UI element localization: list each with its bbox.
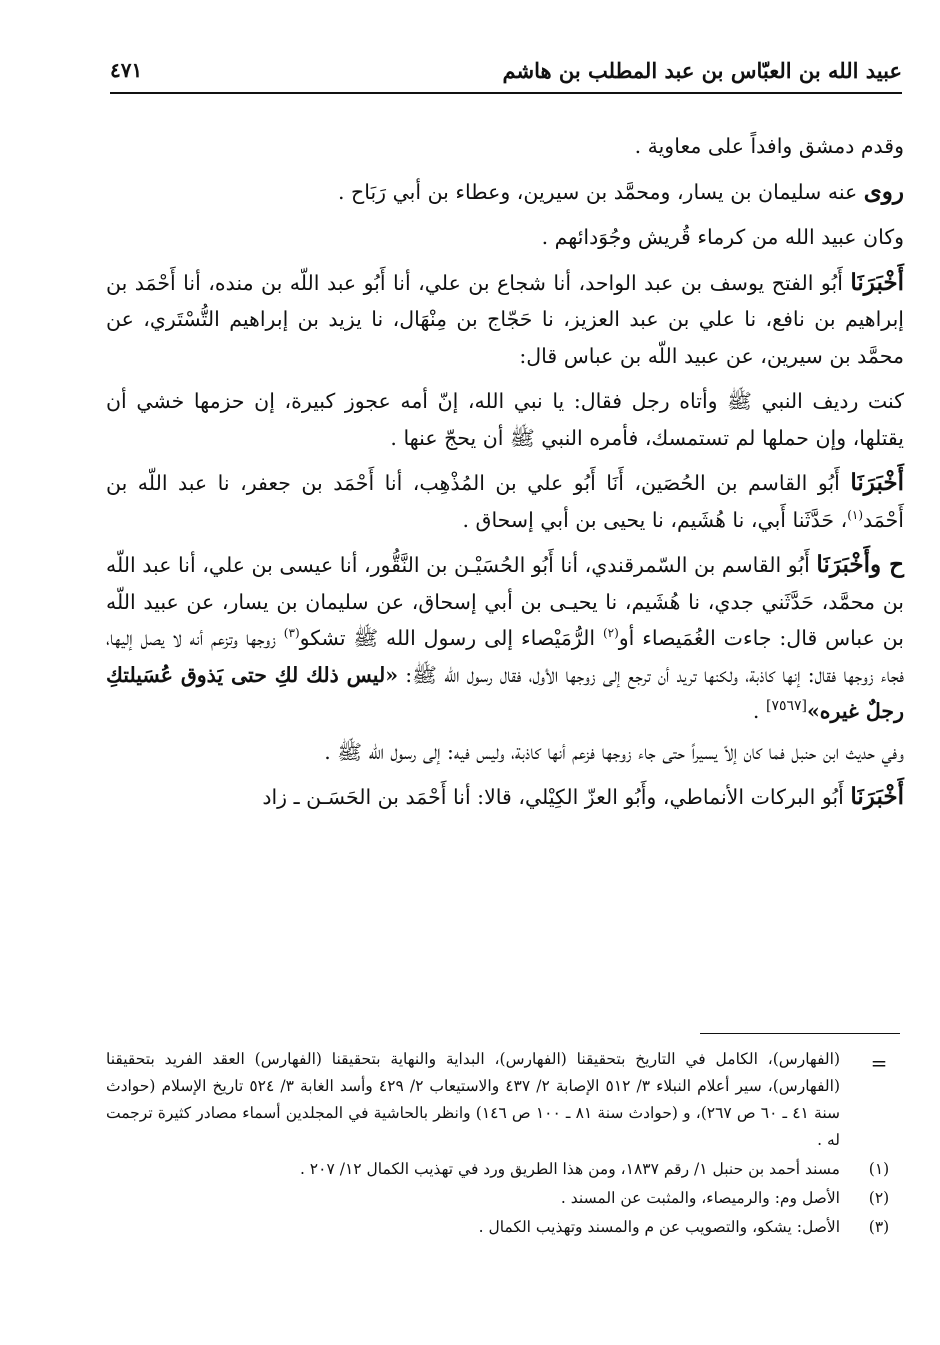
paragraph-text: وكان عبيد الله من كرماء قُريش وجُوَدائهم . <box>541 225 904 249</box>
paragraph-1 <box>106 128 904 165</box>
footnote-text: الأصل: يشكو، والتصويب عن م والمسند وتهذيب الكمال . <box>478 1218 840 1236</box>
running-head: عبيد الله بن العبّاس بن عبد المطلب بن هاشم <box>502 58 902 83</box>
footnote-ref-1: (١) <box>847 507 864 522</box>
paragraph-text: ، حَدَّثَنا أَبي، نا هُشَيم، نا يحيى بن أبي إسحاق . <box>462 507 848 532</box>
paragraph-text: أَبُو القاسم بن السّمرقندي، أنا أَبُو الحُسَيْـن بن النَّقُّور، أنا عيسى بن علي، أنا عبد اللّه بن محمَّد، حَدَّثَني جدي، نا هُشَيم، نا يحيـى بن أبي إسحاق، عن سليمان بن يسار، عن عبيد اللّه بن عباس قال: جاءت الغُمَيصاء أو <box>106 553 904 650</box>
hadith-number: [٧٥٦٧] <box>765 698 807 715</box>
hadith-quote: «ليس ذلك لكِ حتى يَذوق عُسَيلتكِ رجلٌ غيره» <box>106 662 904 723</box>
paragraph-text: أَبُو البركات الأنماطي، وأَبُو العزّ الكِيْلي، قالا: أنا أَحْمَد بن الحَسَـن ـ زاد <box>262 785 851 809</box>
footnote-mark: (٢) <box>868 1189 890 1207</box>
footnote-mark: = <box>870 1051 888 1075</box>
paragraph-9 <box>106 779 904 816</box>
footnotes <box>106 1046 904 1241</box>
paragraph-8 <box>106 734 904 771</box>
footnote-text: مسند أحمد بن حنبل ١/ رقم ١٨٣٧، ومن هذا الطريق ورد في تهذيب الكمال ١٢/ ٢٠٧ . <box>299 1160 840 1178</box>
paragraph-text: وقدم دمشق وافداً على معاوية . <box>634 134 904 158</box>
paragraph-text: أَبُو الفتح يوسف بن عبد الواحد، أنا شجاع بن علي، أنا أَبُو عبد اللّه بن منده، أنا أَحْمَد بن إبراهيم بن نافع، نا علي بن عبد العزيز، نا حَجّاج بن مِنْهَال، نا يزيد بن إبراهيم التُّسْتَري، عن محمَّد بن سيرين، عن عبيد اللّه بن عباس قال: <box>106 270 904 368</box>
footnote-mark: (١) <box>868 1160 890 1178</box>
paragraph-lead: روى <box>863 177 904 205</box>
paragraph-text: عنه سليمان بن يسار، ومحمَّد بن سيرين، وعطاء بن أبي رَبَاح . <box>337 179 864 204</box>
page-header <box>110 52 902 94</box>
footnote-ref-2: (٢) <box>602 626 619 641</box>
footnote-3 <box>106 1214 904 1241</box>
main-text <box>106 128 904 825</box>
paragraph-text: الرُّمَيْصاء إلى رسول الله ﷺ تشكو <box>299 626 603 650</box>
footnote-mark: (٣) <box>868 1218 890 1236</box>
footnote-text: الأصل وم: والرميصاء، والمثبت عن المسند . <box>560 1189 840 1207</box>
footnote-ref-3: (٣) <box>283 626 300 641</box>
paragraph-lead: أَخْبَرَنَا <box>850 268 904 296</box>
paragraph-6 <box>106 465 904 538</box>
paragraph-text: أَبُو القاسم بن الحُصَين، أَنَا أَبُو علي بن المُذْهِب، أنا أَحْمَد بن جعفر، نا عبد اللّه بن أَحْمَد <box>106 471 904 532</box>
paragraph-lead: أَخْبَرَنَا <box>850 783 904 810</box>
paragraph-4 <box>106 265 904 375</box>
paragraph-2 <box>106 174 904 211</box>
paragraph-text: . <box>752 699 766 723</box>
footnote-continued <box>106 1046 904 1154</box>
paragraph-text: زوجها وتزعم أنه لا يصل إليها، فجاء زوجها فقال: إنها كاذبة، ولكنها تريد أن ترجع إلى زوجها الأول، فقال رسول الله ﷺ: <box>106 626 904 687</box>
paragraph-text: كنت رديف النبي ﷺ وأتاه رجل فقال: يا نبي الله، إنّ أمه عجوز كبيرة، إن حزمها خشي أن يقتلها، وإن حملها لم تستمسك، فأمره النبي ﷺ أن يحجّ عنها . <box>106 389 904 450</box>
paragraph-lead: ح وأَخْبَرَنَا <box>816 551 905 578</box>
footnote-text: (الفهارس)، الكامل في التاريخ بتحقيقنا (الفهارس)، البداية والنهاية بتحقيقنا (الفهارس) العقد الفريد بتحقيقنا (الفهارس)، سير أعلام النبلاء ٣/ ٥١٢ الإصابة ٢/ ٤٣٧ والاستيعاب ٢/ ٤٢٩ وأسد الغابة ٣/ ٥٢٤ تاريخ الإسلام (حوادث سنة ٤١ ـ ٦٠ ص ٢٦٧)، و (حوادث سنة ٨١ ـ ١٠٠ ص ١٤٦) وانظر بالحاشية في المجلدين أسماء مصادر كثيرة ترجمت له . <box>106 1050 840 1149</box>
footnote-2 <box>106 1185 904 1212</box>
paragraph-text: وفي حديث ابن حنبل فما كان إلاّ يسيراً حتى جاء زوجها فزعم أنها كاذبة، وليس فيه: إلى رسول الله ﷺ . <box>324 739 904 764</box>
paragraph-lead: أَخْبَرَنَا <box>850 469 904 496</box>
paragraph-3 <box>106 219 904 256</box>
footnote-1 <box>106 1156 904 1183</box>
paragraph-7 <box>106 547 904 730</box>
page-number: ٤٧١ <box>110 58 143 82</box>
footnote-divider <box>700 1033 900 1034</box>
paragraph-5 <box>106 383 904 456</box>
